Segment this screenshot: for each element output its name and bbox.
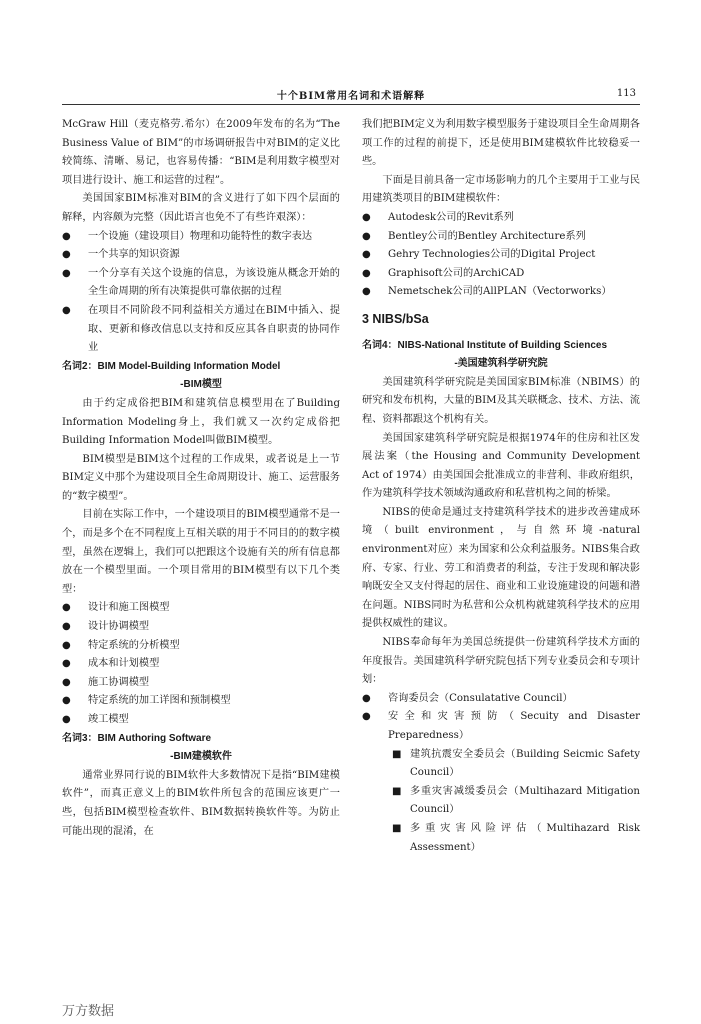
term-subheading: -BIM建模软件 (170, 751, 232, 763)
list-item: ■ 多重灾害风险评估（Multihazard Risk Assessment） (362, 820, 640, 857)
list-item: ● 安全和灾害预防（Secuity and Disaster Preparedness） (362, 708, 640, 745)
list-item: ● 施工协调模型 (62, 674, 340, 693)
list-item: ● 一个共享的知识资源 (62, 246, 340, 265)
term-heading: 名词3：BIM Authoring Software (62, 732, 212, 744)
running-header (62, 86, 640, 105)
list-item: ● 竣工模型 (62, 711, 340, 730)
bullet-list (62, 599, 340, 729)
list-item: ● 特定系统的分析模型 (62, 637, 340, 656)
paragraph: 下面是目前具备一定市场影响力的几个主要用于工业与民用建筑类项目的BIM建模软件： (362, 174, 640, 205)
bullet-list (62, 228, 340, 358)
list-item: ● Gehry Technologies公司的Digital Project (362, 246, 640, 265)
list-item: ● Bentley公司的Bentley Architecture系列 (362, 228, 640, 247)
left-column (62, 116, 340, 841)
list-item: ● 在项目不同阶段不同利益相关方通过在BIM中插入、提取、更新和修改信息以支持和反应其各自职责的协同作业 (62, 302, 340, 358)
paragraph: 由于约定成俗把BIM和建筑信息模型用在了Building Information Modeling身上，我们就又一次约定成俗把Building Information Model叫做BIM模型。 (62, 397, 340, 447)
paragraph: 通常业界同行说的BIM软件大多数情况下是指“BIM建模软件”，而真正意义上的BIM软件所包含的范围应该更广一些，包括BIM模型检查软件、BIM数据转换软件等。为防止可能出现的混淆，在 (62, 769, 340, 837)
term-heading: 名词2：BIM Model-Building Information Model (62, 360, 281, 372)
paragraph: McGraw Hill（麦克格劳.希尔）在2009年发布的名为“The Business Value of BIM”的市场调研报告中对BIM的定义比较简练、清晰、易记，也容易传播：“BIM是利用数字模型对项目进行设计、施工和运营的过程”。 (62, 119, 340, 186)
header-title: 十个BIM常用名词和术语解释 (276, 91, 426, 102)
paragraph: 目前在实际工作中，一个建设项目的BIM模型通常不是一个，而是多个在不同程度上互相关联的用于不同目的的数字模型，虽然在逻辑上，我们可以把跟这个设施有关的所有信息都放在一个模型里面。一个项目常用的BIM模型有以下几个类型： (62, 509, 340, 595)
bullet-list (362, 209, 640, 302)
list-item: ● Graphisoft公司的ArchiCAD (362, 265, 640, 284)
paragraph: 我们把BIM定义为利用数字模型服务于建设项目全生命周期各项工作的过程的前提下，还是使用BIM建模软件比较稳妥一些。 (362, 119, 640, 168)
paragraph: 美国国家BIM标准对BIM的含义进行了如下四个层面的解释，内容颇为完整（因此语言也免不了有些许艰深）： (62, 193, 340, 223)
section-heading: 3 NIBS/bSa (362, 311, 429, 326)
list-item: ■ 建筑抗震安全委员会（Building Seicmic Safety Council） (362, 746, 640, 783)
term-subheading: -BIM模型 (180, 379, 222, 391)
page-number: 113 (616, 88, 636, 99)
watermark-text: 万方数据 (62, 1003, 115, 1018)
list-item: ● 设计协调模型 (62, 618, 340, 637)
right-column (362, 116, 640, 857)
list-item: ● Nemetschek公司的AllPLAN（Vectorworks） (362, 283, 640, 302)
paragraph: BIM模型是BIM这个过程的工作成果，或者说是上一节BIM定义中那个为建设项目全生命周期设计、施工、运营服务的“数字模型”。 (62, 453, 340, 502)
paragraph: NIBS奉命每年为美国总统提供一份建筑科学技术方面的年度报告。美国建筑科学研究院包括下列专业委员会和专项计划： (362, 637, 640, 686)
list-item: ● 一个分享有关这个设施的信息，为该设施从概念开始的全生命周期的所有决策提供可靠依据的过程 (62, 265, 340, 302)
list-item: ● 成本和计划模型 (62, 655, 340, 674)
list-item: ● 咨询委员会（Consulatative Council） (362, 690, 640, 709)
list-item: ● Autodesk公司的Revit系列 (362, 209, 640, 228)
paragraph: 美国建筑科学研究院是美国国家BIM标准（NBIMS）的研究和发布机构，大量的BIM及其关联概念、技术、方法、流程、资料都跟这个机构有关。 (362, 376, 640, 425)
term-heading: 名词4：NIBS-National Institute of Building Sciences (362, 339, 608, 351)
paragraph: 美国国家建筑科学研究院是根据1974年的住房和社区发展法案（the Housing and Community Development Act of 1974）由美国国会批准成立的非营利、非政府组织，作为建筑科学技术领域沟通政府和私营机构之间的桥梁。 (362, 432, 640, 500)
list-item: ● 一个设施（建设项目）物理和功能特性的数字表达 (62, 228, 340, 247)
sub-bullet-list (362, 746, 640, 858)
list-item: ● 设计和施工图模型 (62, 599, 340, 618)
paragraph: NIBS的使命是通过支持建筑科学技术的进步改善建成环境（built environment，与自然环境-natural environment对应）来为国家和公众利益服务。NIBS集合政府、专家、行业、劳工和消费者的利益，专注于发现和解决影响既安全又支付得起的居住、商业和工业设施建设的问题和潜在问题。NIBS同时为私营和公众机构就建筑科学技术的应用提供权威性的建议。 (362, 506, 640, 630)
list-item: ● 特定系统的加工详图和预制模型 (62, 692, 340, 711)
list-item: ■ 多重灾害减缓委员会（Multihazard Mitigation Council） (362, 783, 640, 820)
bullet-list (362, 690, 640, 746)
term-subheading: -美国建筑科学研究院 (454, 358, 548, 370)
